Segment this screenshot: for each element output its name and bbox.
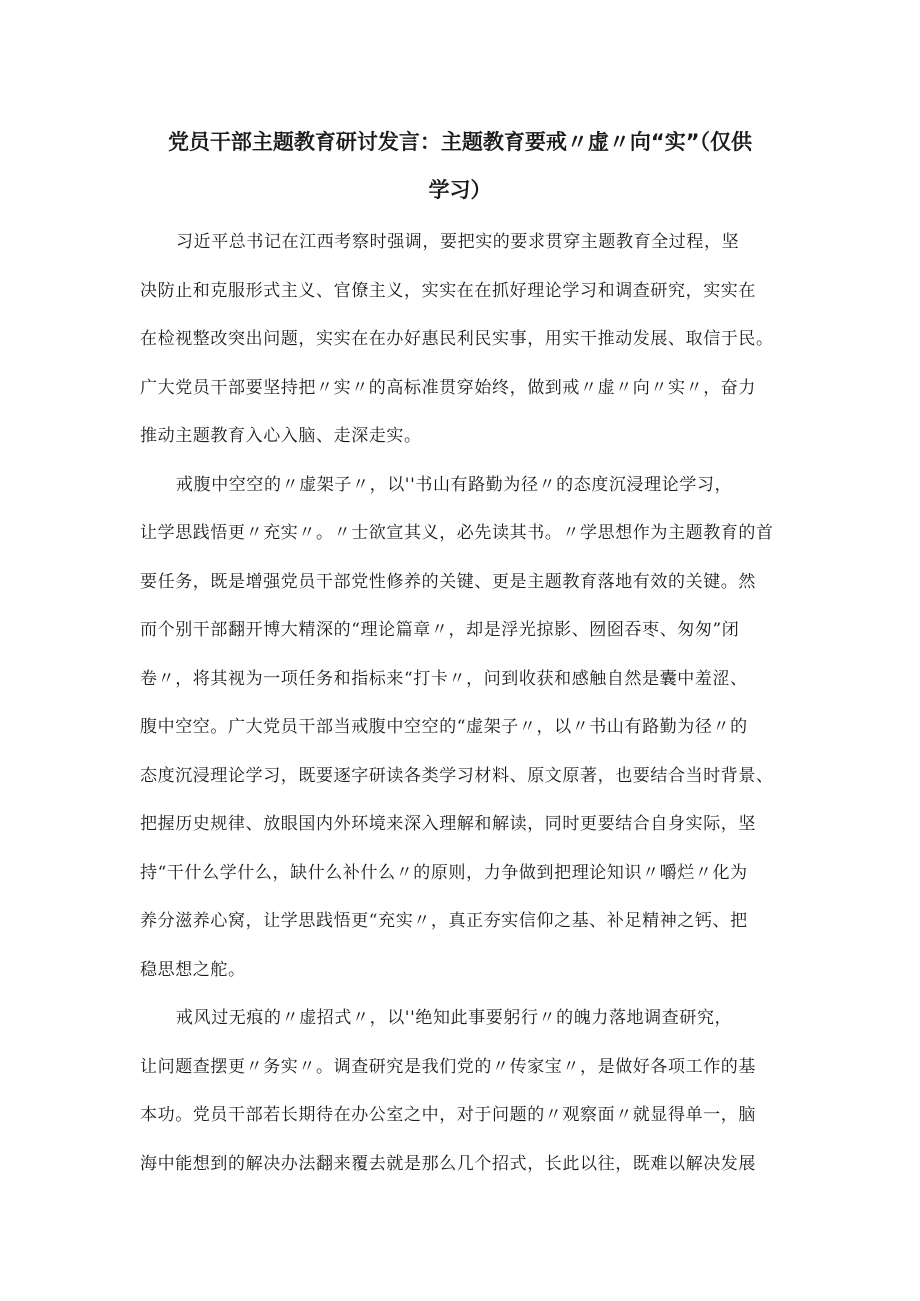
- paragraph-line: 养分滋养心窝，让学思践悟更“充实〃，真正夯实信仰之基、补足精神之钙、把: [140, 911, 748, 931]
- paragraph-line: 而个别干部翻开博大精深的“理论篇章〃，却是浮光掠影、囫囵吞枣、匆匆”闭: [140, 620, 740, 640]
- paragraph-line: 在检视整改突出问题，实实在在办好惠民利民实事，用实干推动发展、取信于民。: [140, 329, 774, 349]
- document-body: [140, 218, 800, 1188]
- paragraph: [140, 218, 800, 461]
- paragraph-line: 广大党员干部要坚持把〃实〃的高标准贯穿始终，做到戒〃虚〃向〃实〃，奋力: [140, 377, 756, 398]
- paragraph-line: 戒腹中空空的〃虚架子〃，以''书山有路勤为径〃的态度沉浸理论学习，: [176, 474, 733, 495]
- document-title-line1: 党员干部主题教育研讨发言：主题教育要戒〃虚〃向“实”（仅供: [167, 130, 753, 154]
- paragraph-line: 海中能想到的解决办法翻来覆去就是那么几个招式，长此以往，既难以解决发展: [140, 1153, 756, 1174]
- paragraph-line: 把握历史规律、放眼国内外环境来深入理解和解读，同时更要结合自身实际，坚: [140, 814, 756, 834]
- paragraph-line: 决防止和克服形式主义、官僚主义，实实在在抓好理论学习和调查研究，实实在: [140, 280, 756, 301]
- paragraph-line: 卷〃，将其视为一项任务和指标来“打卡〃，问到收获和感触自然是囊中羞涩、: [140, 668, 748, 689]
- paragraph-line: 习近平总书记在江西考察时强调，要把实的要求贯穿主题教育全过程，坚: [176, 232, 740, 252]
- paragraph-line: 本功。党员干部若长期待在办公室之中，对于问题的〃观察面〃就显得单一，脑: [140, 1105, 756, 1125]
- paragraph-line: 态度沉浸理论学习，既要逐字研读各类学习材料、原文原著，也要结合当时背景、: [140, 765, 774, 786]
- paragraph-line: 腹中空空。广大党员干部当戒腹中空空的“虚架子〃，以〃书山有路勤为径〃的: [140, 717, 748, 737]
- paragraph-line: 让问题查摆更〃务实〃。调查研究是我们党的〃传家宝〃，是做好各项工作的基: [140, 1056, 756, 1077]
- paragraph: [140, 461, 800, 995]
- paragraph-line: 让学思践悟更〃充实〃。〃士欲宣其义，必先读其书。〃学思想作为主题教育的首: [140, 523, 774, 543]
- paragraph-line: 持“干什么学什么，缺什么补什么〃的原则，力争做到把理论知识〃嚼烂〃化为: [140, 862, 748, 883]
- paragraph-line: 戒风过无痕的〃虚招式〃，以''绝知此事要躬行〃的魄力落地调查研究，: [176, 1008, 733, 1028]
- paragraph-line: 推动主题教育入心入脑、走深走实。: [140, 426, 422, 446]
- paragraph: [140, 994, 800, 1188]
- paragraph-line: 要任务，既是增强党员干部党性修养的关键、更是主题教育落地有效的关键。然: [140, 571, 756, 592]
- document-title-line2: 学习）: [428, 178, 492, 202]
- paragraph-line: 稳思想之舵。: [140, 959, 246, 980]
